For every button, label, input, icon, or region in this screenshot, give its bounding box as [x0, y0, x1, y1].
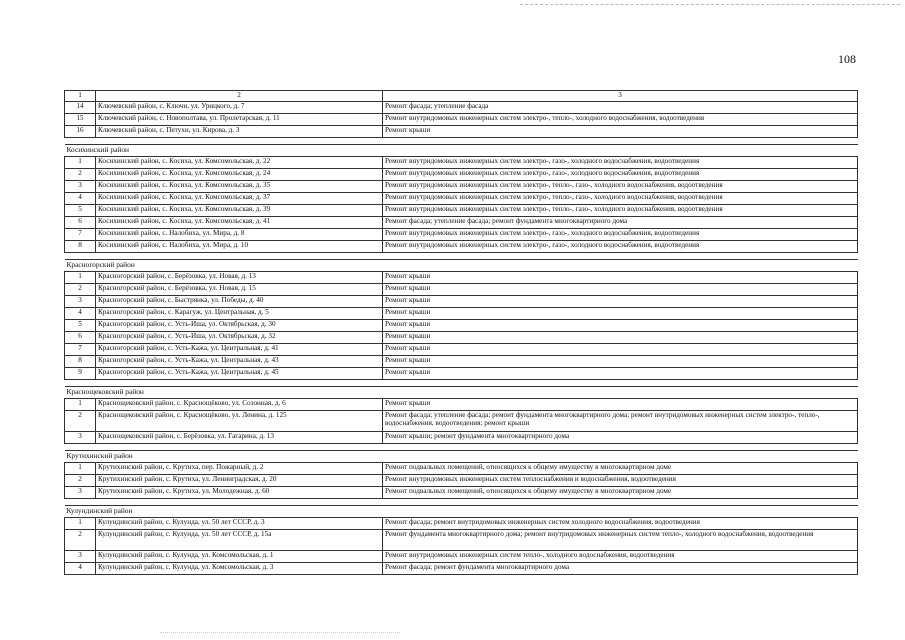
row-address: Красногорский район, с. Карагуж, ул. Центральная, д. 5 — [96, 308, 383, 320]
row-address: Кулундинский район, с. Кулунда, ул. 50 лет СССР, д. 3 — [96, 518, 383, 530]
row-work-type: Ремонт внутридомовых инженерных систем электро-, газо-, холодного водоснабжения, водоотведения — [383, 169, 858, 181]
row-work-type: Ремонт внутридомовых инженерных систем электро-, газо-, холодного водоснабжения, водоотведения — [383, 157, 858, 169]
row-address: Красногорский район, с. Усть-Иша, ул. Октябрьская, д. 30 — [96, 320, 383, 332]
table-body — [65, 91, 858, 575]
row-address: Косихинский район, с. Косиха, ул. Комсомольская, д. 22 — [96, 157, 383, 169]
table-row — [65, 296, 858, 308]
row-address: Красногорский район, с. Быстрянка, ул. Победы, д. 40 — [96, 296, 383, 308]
district-heading: Косихинский район — [65, 145, 858, 157]
table-row — [65, 344, 858, 356]
table-row — [65, 308, 858, 320]
row-number: 1 — [65, 272, 96, 284]
row-address: Краснощековский район, с. Краснощёково, ул. Ленина, д. 125 — [96, 411, 383, 432]
table-row — [65, 102, 858, 114]
table-row — [65, 126, 858, 138]
row-work-type: Ремонт подвальных помещений, относящихся к общему имуществу в многоквартирном доме — [383, 463, 858, 475]
row-number: 2 — [65, 475, 96, 487]
row-number: 2 — [65, 284, 96, 296]
row-number: 5 — [65, 320, 96, 332]
row-number: 15 — [65, 114, 96, 126]
row-address: Крутихинский район, с. Крутиха, ул. Ленинградская, д. 20 — [96, 475, 383, 487]
row-address: Кулундинский район, с. Кулунда, ул. 50 лет СССР, д. 15а — [96, 530, 383, 551]
row-number: 8 — [65, 356, 96, 368]
row-address: Косихинский район, с. Косиха, ул. Комсомольская, д. 37 — [96, 193, 383, 205]
table-row — [65, 157, 858, 169]
table-row — [65, 368, 858, 380]
row-number: 6 — [65, 332, 96, 344]
row-number: 4 — [65, 563, 96, 575]
table-row — [65, 205, 858, 217]
row-work-type: Ремонт внутридомовых инженерных систем электро-, тепло-, газо-, холодного водоснабжения, водоотведения — [383, 181, 858, 193]
section-spacer — [65, 499, 858, 506]
row-address: Красногорский район, с. Берёзовка, ул. Новая, д. 15 — [96, 284, 383, 296]
row-address: Красногорский район, с. Усть-Кажа, ул. Центральная, д. 41 — [96, 344, 383, 356]
row-number: 3 — [65, 551, 96, 563]
row-number: 7 — [65, 344, 96, 356]
row-number: 8 — [65, 241, 96, 253]
district-heading: Кулундинский район — [65, 506, 858, 518]
row-work-type: Ремонт крыши — [383, 399, 858, 411]
row-number: 1 — [65, 157, 96, 169]
table-row — [65, 563, 858, 575]
table-row — [65, 229, 858, 241]
row-number: 1 — [65, 463, 96, 475]
table-row — [65, 432, 858, 444]
table-row — [65, 356, 858, 368]
table-row — [65, 320, 858, 332]
district-heading: Крутихинский район — [65, 451, 858, 463]
column-header-1: 1 — [65, 91, 96, 102]
section-spacer — [65, 138, 858, 145]
table-row — [65, 463, 858, 475]
row-address: Красногорский район, с. Берёзовка, ул. Новая, д. 13 — [96, 272, 383, 284]
table-row — [65, 272, 858, 284]
row-address: Ключевский район, с. Ключи, ул. Урицкого, д. 7 — [96, 102, 383, 114]
table-row — [65, 518, 858, 530]
section-spacer — [65, 253, 858, 260]
row-number: 4 — [65, 193, 96, 205]
row-work-type: Ремонт крыши — [383, 272, 858, 284]
table-row — [65, 411, 858, 432]
row-work-type: Ремонт крыши — [383, 308, 858, 320]
row-address: Косихинский район, с. Налобиха, ул. Мира, д. 10 — [96, 241, 383, 253]
row-work-type: Ремонт внутридомовых инженерных систем электро-, тепло-, газо-, холодного водоснабжения, водоотведения — [383, 205, 858, 217]
table-row — [65, 551, 858, 563]
row-number: 1 — [65, 518, 96, 530]
spacer-cell — [65, 380, 858, 387]
row-number: 2 — [65, 169, 96, 181]
scan-edge-line — [520, 4, 900, 5]
spacer-cell — [65, 138, 858, 145]
row-number: 5 — [65, 205, 96, 217]
table-row — [65, 114, 858, 126]
table-row — [65, 241, 858, 253]
row-address: Косихинский район, с. Косиха, ул. Комсомольская, д. 41 — [96, 217, 383, 229]
row-address: Ключевский район, с. Петухи, ул. Кирова, д. 3 — [96, 126, 383, 138]
row-number: 16 — [65, 126, 96, 138]
row-work-type: Ремонт фасада; утепление фасада; ремонт фундамента многоквартирного дома — [383, 217, 858, 229]
row-work-type: Ремонт крыши — [383, 320, 858, 332]
row-work-type: Ремонт фасада; ремонт фундамента многоквартирного дома — [383, 563, 858, 575]
section-spacer — [65, 444, 858, 451]
spacer-cell — [65, 253, 858, 260]
row-address: Косихинский район, с. Косиха, ул. Комсомольская, д. 35 — [96, 181, 383, 193]
row-address: Кулундинский район, с. Кулунда, ул. Комсомольская, д. 1 — [96, 551, 383, 563]
column-header-2: 2 — [96, 91, 383, 102]
row-address: Косихинский район, с. Косиха, ул. Комсомольская, д. 24 — [96, 169, 383, 181]
row-work-type: Ремонт фундамента многоквартирного дома; ремонт внутридомовых инженерных систем тепло-, холодного водоснабжения, водоотведения — [383, 530, 858, 551]
district-heading: Красногорский район — [65, 260, 858, 272]
table-row — [65, 169, 858, 181]
row-address: Красногорский район, с. Усть-Кажа, ул. Центральная, д. 45 — [96, 368, 383, 380]
row-work-type: Ремонт внутридомовых инженерных систем электро-, тепло-, холодного водоснабжения, водоотведения — [383, 114, 858, 126]
section-spacer — [65, 380, 858, 387]
table-row — [65, 487, 858, 499]
row-work-type: Ремонт внутридомовых инженерных систем электро-, газо-, холодного водоснабжения, водоотведения — [383, 229, 858, 241]
row-number: 2 — [65, 530, 96, 551]
row-address: Крутихинский район, с. Крутиха, пер. Пожарный, д. 2 — [96, 463, 383, 475]
row-work-type: Ремонт крыши — [383, 284, 858, 296]
table-row — [65, 217, 858, 229]
row-work-type: Ремонт крыши — [383, 344, 858, 356]
district-heading: Краснощековский район — [65, 387, 858, 399]
row-number: 3 — [65, 487, 96, 499]
page-number: 108 — [838, 52, 856, 66]
row-work-type: Ремонт крыши — [383, 126, 858, 138]
row-address: Косихинский район, с. Косиха, ул. Комсомольская, д. 39 — [96, 205, 383, 217]
district-heading-row — [65, 387, 858, 399]
repair-program-table — [64, 90, 858, 575]
row-number: 3 — [65, 432, 96, 444]
row-address: Краснощековский район, с. Берёзовка, ул. Гагарина, д. 13 — [96, 432, 383, 444]
row-work-type: Ремонт крыши — [383, 368, 858, 380]
column-header-3: 3 — [383, 91, 858, 102]
row-address: Кулундинский район, с. Кулунда, ул. Комсомольская, д. 3 — [96, 563, 383, 575]
table-row — [65, 475, 858, 487]
row-number: 1 — [65, 399, 96, 411]
row-address: Красногорский район, с. Усть-Кажа, ул. Центральная, д. 43 — [96, 356, 383, 368]
row-number: 4 — [65, 308, 96, 320]
row-number: 3 — [65, 181, 96, 193]
row-work-type: Ремонт внутридомовых инженерных систем теплоснабжения и водоснабжения, водоотведения — [383, 475, 858, 487]
row-number: 7 — [65, 229, 96, 241]
row-work-type: Ремонт внутридомовых инженерных систем электро-, газо-, холодного водоснабжения, водоотведения — [383, 241, 858, 253]
row-number: 2 — [65, 411, 96, 432]
row-work-type: Ремонт крыши — [383, 296, 858, 308]
row-work-type: Ремонт крыши — [383, 356, 858, 368]
row-number: 9 — [65, 368, 96, 380]
row-number: 14 — [65, 102, 96, 114]
row-work-type: Ремонт подвальных помещений, относящихся к общему имуществу в многоквартирном доме — [383, 487, 858, 499]
spacer-cell — [65, 444, 858, 451]
table-header-row — [65, 91, 858, 102]
table-row — [65, 399, 858, 411]
scan-footer-mark — [160, 632, 400, 633]
row-work-type: Ремонт фасада; утепление фасада — [383, 102, 858, 114]
spacer-cell — [65, 499, 858, 506]
row-work-type: Ремонт фасада; утепление фасада; ремонт фундамента многоквартирного дома; ремонт внутридомовых инженерных систем электро-, тепло-, водоснабжения, водоотведения; ремонт крыши — [383, 411, 858, 432]
row-address: Крутихинский район, с. Крутиха, ул. Молодежная, д. 60 — [96, 487, 383, 499]
district-heading-row — [65, 451, 858, 463]
table-row — [65, 193, 858, 205]
row-address: Косихинский район, с. Налобиха, ул. Мира, д. 8 — [96, 229, 383, 241]
row-address: Красногорский район, с. Усть-Иша, ул. Октябрьская, д. 32 — [96, 332, 383, 344]
row-address: Краснощековский район, с. Краснощёково, ул. Созонная, д. 6 — [96, 399, 383, 411]
district-heading-row — [65, 506, 858, 518]
table-row — [65, 284, 858, 296]
row-number: 3 — [65, 296, 96, 308]
table-row — [65, 181, 858, 193]
row-work-type: Ремонт внутридомовых инженерных систем тепло-, холодного водоснабжения, водоотведения — [383, 551, 858, 563]
table-row — [65, 332, 858, 344]
row-work-type: Ремонт внутридомовых инженерных систем электро-, тепло-, газо-, холодного водоснабжения, водоотведения — [383, 193, 858, 205]
row-number: 6 — [65, 217, 96, 229]
row-address: Ключевский район, с. Новополтава, ул. Пролетарская, д. 11 — [96, 114, 383, 126]
district-heading-row — [65, 145, 858, 157]
row-work-type: Ремонт крыши; ремонт фундамента многоквартирного дома — [383, 432, 858, 444]
row-work-type: Ремонт фасада; ремонт внутридомовых инженерных систем холодного водоснабжения, водоотведения — [383, 518, 858, 530]
row-work-type: Ремонт крыши — [383, 332, 858, 344]
table-row — [65, 530, 858, 551]
district-heading-row — [65, 260, 858, 272]
